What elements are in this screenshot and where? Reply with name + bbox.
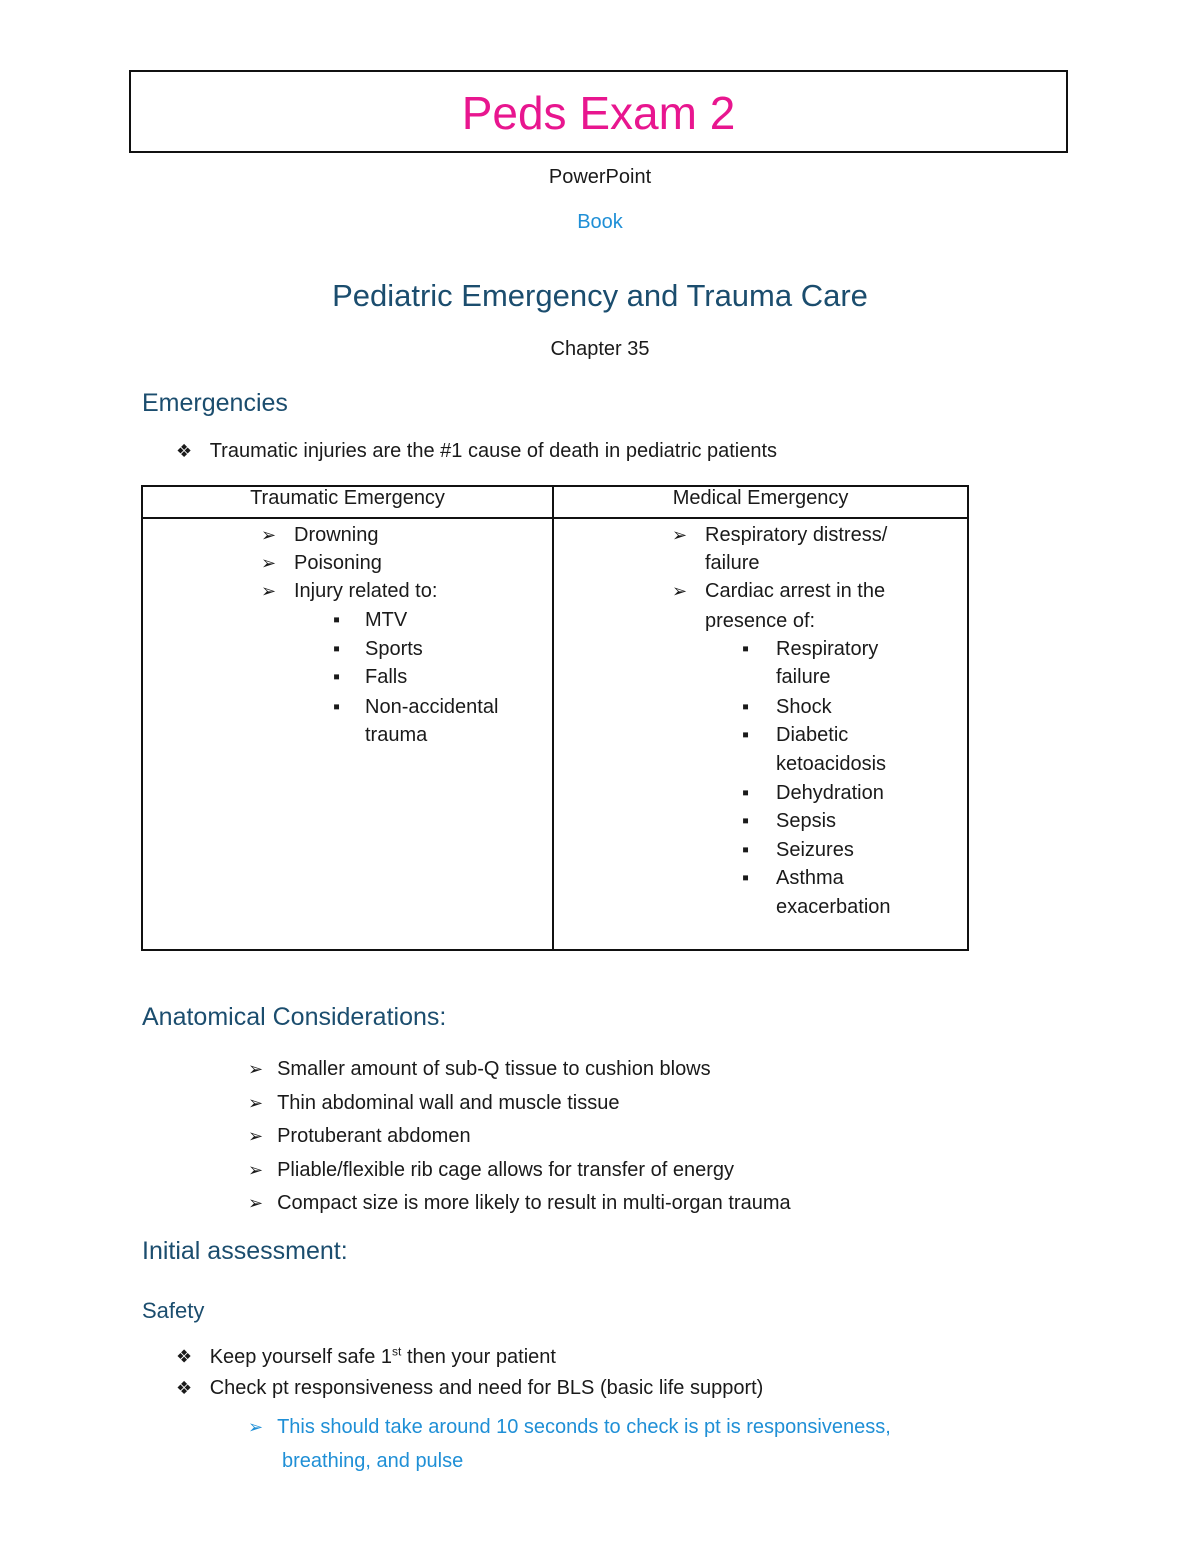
arrow-bullet-icon: ➢: [672, 581, 688, 601]
four-diamond-bullet-icon: ❖: [176, 1378, 193, 1398]
text-part: Keep yourself safe 1: [209, 1345, 393, 1368]
list-item: Sports: [365, 638, 423, 660]
list-item: exacerbation: [776, 896, 891, 918]
traumatic-cell: [142, 518, 553, 950]
anatomical-heading: Anatomical Considerations:: [142, 1003, 447, 1031]
safety-sub-bullet: [248, 1410, 891, 1478]
list-item: presence of:: [705, 610, 816, 632]
list-item: [261, 549, 276, 577]
medical-cell: [553, 518, 968, 950]
list-item: Non-accidental: [365, 696, 499, 718]
list-item: Respiratory: [776, 638, 879, 660]
arrow-bullet-icon: ➢: [261, 581, 277, 601]
arrow-bullet-icon: ➢: [261, 553, 277, 573]
list-item: [672, 521, 687, 549]
list-item: Shock: [776, 696, 832, 718]
arrow-bullet-icon: ➢: [248, 1159, 264, 1180]
square-bullet-icon: ▪: [333, 638, 341, 660]
list-item: Injury related to:: [294, 580, 438, 602]
list-item-text: Compact size is more likely to result in multi-organ trauma: [277, 1192, 791, 1214]
list-item: Drowning: [294, 524, 379, 546]
list-item: failure: [705, 552, 760, 574]
arrow-bullet-icon: ➢: [248, 1059, 264, 1079]
square-bullet-icon: ▪: [742, 782, 750, 804]
title-box: [129, 70, 1068, 153]
list-item-text: Pliable/flexible rib cage allows for transfer of energy: [277, 1158, 734, 1181]
powerpoint-label: PowerPoint: [548, 166, 652, 188]
safety-bullet-1-text: [210, 1346, 556, 1368]
square-bullet-icon: ▪: [333, 666, 341, 688]
list-item: Dehydration: [776, 782, 884, 804]
list-item: Cardiac arrest in the: [705, 580, 886, 602]
square-bullet-icon: ▪: [333, 696, 341, 718]
emergencies-bullet: [176, 440, 777, 463]
list-item: Diabetic: [776, 724, 849, 746]
list-item: Sepsis: [776, 810, 837, 832]
list-item: [261, 577, 276, 605]
square-bullet-icon: ▪: [742, 724, 750, 746]
text-part: then your patient: [401, 1345, 556, 1368]
document-title: Peds Exam 2: [461, 87, 736, 139]
list-item: [248, 1053, 791, 1087]
safety-bullet-2-text: Check pt responsiveness and need for BLS (basic life support): [209, 1377, 764, 1399]
square-bullet-icon: ▪: [742, 638, 750, 660]
list-item: Asthma: [776, 867, 844, 889]
sub-bullet-text: This should take around 10 seconds to check is pt is responsiveness,: [277, 1416, 891, 1438]
chapter-number: Chapter 35: [550, 338, 650, 360]
safety-heading: Safety: [142, 1298, 205, 1323]
arrow-bullet-icon: ➢: [672, 525, 688, 545]
safety-bullet-1: [176, 1344, 556, 1369]
chapter-title: Pediatric Emergency and Trauma Care: [332, 278, 868, 313]
anatomical-list: [248, 1053, 791, 1221]
table-header-traumatic: Traumatic Emergency: [142, 486, 553, 518]
arrow-bullet-icon: ➢: [248, 1092, 264, 1113]
list-item: Poisoning: [294, 552, 382, 574]
list-item: [672, 577, 687, 605]
list-item: Seizures: [776, 839, 854, 861]
list-item: failure: [776, 666, 831, 688]
list-item: [248, 1120, 791, 1154]
table-header-medical: Medical Emergency: [553, 486, 968, 518]
square-bullet-icon: ▪: [333, 609, 341, 631]
list-item-text: Smaller amount of sub-Q tissue to cushion blows: [277, 1058, 711, 1080]
four-diamond-bullet-icon: ❖: [176, 441, 193, 461]
list-item: [261, 521, 276, 549]
list-item: ketoacidosis: [776, 753, 887, 775]
emergency-table: [141, 485, 969, 951]
initial-assessment-heading: Initial assessment:: [142, 1237, 348, 1265]
emergencies-heading: Emergencies: [142, 389, 288, 417]
list-item: MTV: [365, 609, 408, 631]
book-link[interactable]: Book: [577, 211, 623, 233]
arrow-bullet-icon: ➢: [248, 1126, 264, 1146]
list-item-text: Protuberant abdomen: [277, 1125, 471, 1147]
list-item: trauma: [365, 724, 428, 746]
list-item: Falls: [365, 666, 408, 688]
arrow-bullet-icon: ➢: [261, 525, 277, 545]
square-bullet-icon: ▪: [742, 696, 750, 718]
emergencies-bullet-text: Traumatic injuries are the #1 cause of death in pediatric patients: [209, 440, 778, 462]
list-item: [248, 1154, 791, 1188]
list-item: [248, 1087, 791, 1121]
square-bullet-icon: ▪: [742, 867, 750, 889]
list-item: [248, 1187, 791, 1221]
arrow-bullet-icon: ➢: [248, 1417, 264, 1437]
square-bullet-icon: ▪: [742, 839, 750, 861]
arrow-bullet-icon: ➢: [248, 1193, 264, 1213]
square-bullet-icon: ▪: [742, 810, 750, 832]
sub-bullet-text: breathing, and pulse: [282, 1450, 464, 1472]
superscript: st: [392, 1344, 402, 1358]
four-diamond-bullet-icon: ❖: [176, 1346, 193, 1367]
list-item: Respiratory distress/: [705, 524, 888, 546]
list-item-text: Thin abdominal wall and muscle tissue: [277, 1091, 620, 1114]
safety-bullet-2: [176, 1377, 763, 1400]
